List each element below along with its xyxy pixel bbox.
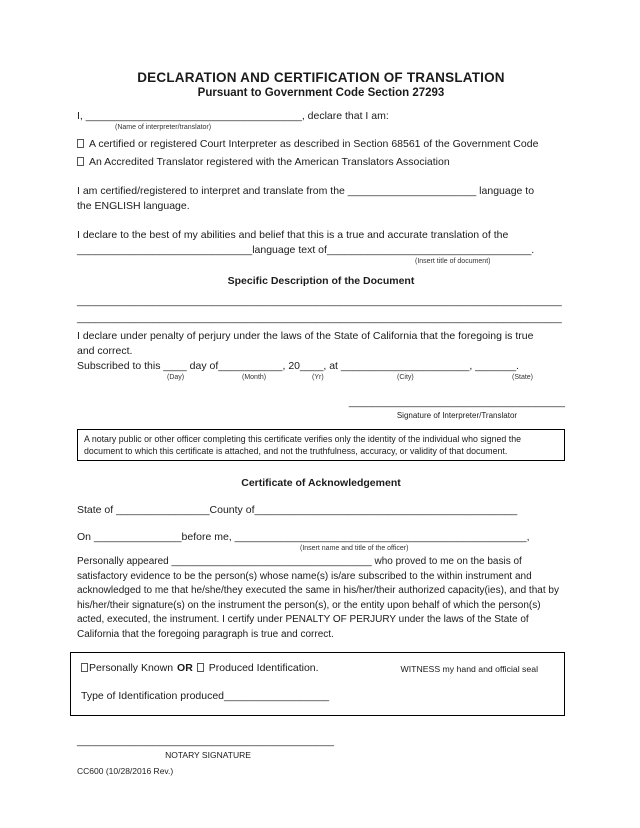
or-label: OR xyxy=(177,662,193,674)
month-hint: (Month) xyxy=(242,374,267,381)
description-blanks xyxy=(77,293,565,327)
option-accredited-translator xyxy=(77,155,565,170)
declarant-name-line: I, _____________________________________, declare that I am: xyxy=(77,110,389,122)
acknowledgement-heading: Certificate of Acknowledgement xyxy=(241,477,401,489)
date-place-hint-row xyxy=(77,374,565,383)
accuracy-paragraph xyxy=(77,228,565,267)
state-hint: (State) xyxy=(512,374,534,381)
option-accredited-translator-label: An Accredited Translator registered with the American Translators Association xyxy=(89,156,450,168)
personally-known-label: Personally Known xyxy=(89,662,174,674)
identification-type-line: Type of Identification produced__________________ xyxy=(81,690,330,702)
year-hint: (Yr) xyxy=(312,374,324,381)
translator-signature-block xyxy=(77,395,565,423)
option-court-interpreter-label: A certified or registered Court Interpreter as described in Section 68561 of the Government Code xyxy=(89,138,539,150)
page-subtitle: Pursuant to Government Code Section 27293 xyxy=(197,87,445,99)
document-title-hint: (Insert title of document) xyxy=(415,258,491,265)
checkbox-produced-identification-icon[interactable] xyxy=(197,663,204,672)
identification-box xyxy=(70,652,565,716)
translator-signature-inner xyxy=(349,395,565,421)
certified-paragraph xyxy=(77,184,565,214)
accuracy-hint-row xyxy=(77,258,565,267)
checkbox-court-interpreter-icon[interactable] xyxy=(77,139,84,148)
state-county-line: State of ________________County of_____________________________________________ xyxy=(77,504,518,516)
identification-row xyxy=(81,662,552,674)
translator-signature-label: Signature of Interpreter/Translator xyxy=(396,411,518,420)
description-blank-line-2: ___________________________________________________________________________________ xyxy=(77,312,562,324)
notary-signature-block xyxy=(77,734,339,761)
form-number-footer: CC600 (10/28/2016 Rev.) xyxy=(77,766,174,776)
declarant-name-hint: (Name of interpreter/translator) xyxy=(115,124,212,131)
description-heading: Specific Description of the Document xyxy=(227,275,415,287)
accuracy-line-1: I declare to the best of my abilities and belief that this is a true and accurate translation of the xyxy=(77,229,509,241)
on-before-line: On _______________before me, __________________________________________________, xyxy=(77,531,530,543)
declarant-hint-row xyxy=(77,124,565,133)
perjury-paragraph xyxy=(77,329,565,383)
certified-line-2: the ENGLISH language. xyxy=(77,200,190,212)
checkbox-accredited-translator-icon[interactable] xyxy=(77,157,84,166)
notary-signature-label: NOTARY SIGNATURE xyxy=(165,750,251,760)
subscribed-line: Subscribed to this ____ day of___________, 20____, at ______________________, _______. xyxy=(77,360,519,372)
identification-options xyxy=(81,662,319,674)
witness-label: WITNESS my hand and official seal xyxy=(400,664,538,674)
page-title: DECLARATION AND CERTIFICATION OF TRANSLATION xyxy=(137,70,505,85)
accuracy-line-2: ______________________________language text of___________________________________. xyxy=(77,244,535,256)
notary-notice-box: A notary public or other officer completing this certificate verifies only the identity of the individual who signed the document to which this certificate is attached, and not the truthfulness, accuracy, or validity of that document. xyxy=(77,429,565,461)
officer-hint-row xyxy=(77,545,565,554)
perjury-line-1: I declare under penalty of perjury under the laws of the State of California that the foregoing is true xyxy=(77,330,534,342)
city-hint: (City) xyxy=(397,374,414,381)
notary-signature-blank: ____________________________________________ xyxy=(77,735,334,747)
acknowledgement-body: Personally appeared ____________________________________ who proved to me on the basis of satisfactory evidence to be the person(s) whose name(s) is/are subscribed to the within instrument and acknowledged to me that he/she/they executed the same in his/her/their authorized capacity(ies), and that by his/her/their signature(s) on the instrument the person(s), or the entity upon behalf of which the person(s) acted, executed, the instrument. I certify under PENALTY OF PERJURY under the laws of the State of California that the foregoing paragraph is true and correct. xyxy=(77,556,559,640)
officer-name-hint: (Insert name and title of the officer) xyxy=(300,545,409,552)
perjury-line-2: and correct. xyxy=(77,345,133,357)
produced-identification-label: Produced Identification. xyxy=(208,662,319,674)
description-blank-line-1: ___________________________________________________________________________________ xyxy=(77,295,562,307)
option-court-interpreter xyxy=(77,137,565,152)
certified-line-1: I am certified/registered to interpret and translate from the ______________________ language to xyxy=(77,185,535,197)
day-hint: (Day) xyxy=(167,374,185,381)
translator-signature-blank: _____________________________________ xyxy=(348,396,565,408)
checkbox-personally-known-icon[interactable] xyxy=(81,663,88,672)
